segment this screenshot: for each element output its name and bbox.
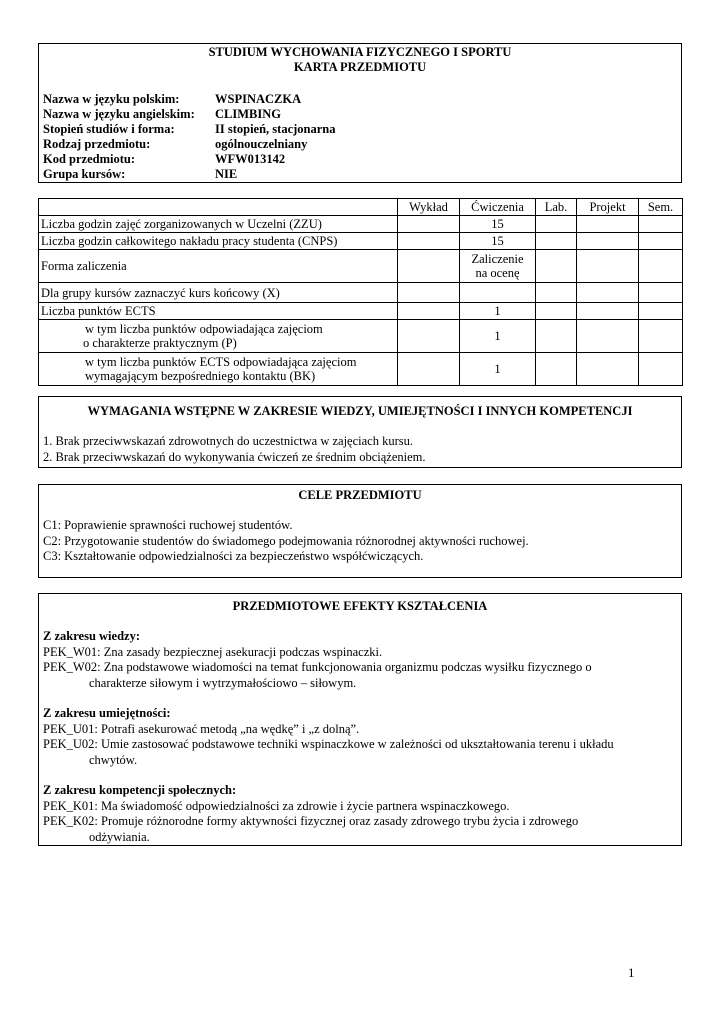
table-row [39, 233, 683, 250]
page-number: 1 [628, 965, 635, 980]
row-label: w tym liczba punktów ECTS odpowiadająca zajęciom wymagającym bezpośredniego kontaktu (BK) [39, 353, 398, 386]
col-header-sem: Sem. [639, 199, 683, 216]
field-label: Rodzaj przedmiotu: [43, 137, 151, 151]
list-item: C3: Kształtowanie odpowiedzialności za bezpieczeństwo współćwiczących. [43, 549, 424, 563]
cell-cwiczenia: 1 [460, 320, 536, 353]
subsection-heading: Z zakresu umiejętności: [43, 706, 171, 720]
goals-section [38, 484, 682, 578]
list-item: PEK_W02: Zna podstawowe wiadomości na temat funkcjonowania organizmu podczas wysiłku fizycznego o [43, 660, 592, 674]
list-item: PEK_U01: Potrafi asekurować metodą „na wędkę” i „z dolną”. [43, 721, 360, 736]
cell-cwiczenia: 15 [460, 233, 536, 250]
list-item: PEK_W01: Zna zasady bezpiecznej asekuracji podczas wspinaczki. [43, 644, 383, 659]
field-value: NIE [215, 167, 238, 181]
header-title-1: STUDIUM WYCHOWANIA FIZYCZNEGO I SPORTU [208, 45, 512, 59]
field-value: WFW013142 [215, 152, 286, 166]
table-row [39, 216, 683, 233]
row-label: Liczba punktów ECTS [39, 303, 398, 320]
table-header-cell [39, 199, 398, 216]
field-label: Stopień studiów i forma: [43, 122, 175, 136]
col-header-wyklad: Wykład [398, 199, 460, 216]
subsection-heading: Z zakresu wiedzy: [43, 629, 140, 643]
cell-cwiczenia: 15 [460, 216, 536, 233]
list-item-continuation: charakterze siłowym i wytrzymałościowo – siłowym. [89, 675, 357, 690]
row-label: Dla grupy kursów zaznaczyć kurs końcowy (X) [39, 283, 398, 303]
row-label: w tym liczba punktów odpowiadająca zajęciom o charakterze praktycznym (P) [39, 320, 398, 353]
table-row [39, 320, 683, 353]
field-value: WSPINACZKA [215, 92, 302, 106]
col-header-projekt: Projekt [577, 199, 639, 216]
table-row [39, 250, 683, 283]
field-row [43, 107, 677, 122]
field-row [43, 167, 677, 182]
col-header-cwiczenia: Ćwiczenia [460, 199, 536, 216]
cell-cwiczenia: Zaliczenie na ocenę [460, 250, 536, 283]
row-label: Forma zaliczenia [39, 250, 398, 283]
field-row [43, 92, 677, 107]
field-row [43, 137, 677, 152]
course-header [38, 43, 682, 183]
list-item: PEK_U02: Umie zastosować podstawowe techniki wspinaczkowe w zależności od ukształtowania terenu i układu [43, 737, 614, 751]
subsection-heading: Z zakresu kompetencji społecznych: [43, 783, 237, 797]
table-row [39, 283, 683, 303]
row-label: Liczba godzin całkowitego nakładu pracy studenta (CNPS) [39, 233, 398, 250]
header-title-2: KARTA PRZEDMIOTU [293, 60, 427, 74]
field-row [43, 152, 677, 167]
cell-cwiczenia: 1 [460, 353, 536, 386]
effects-section [38, 593, 682, 846]
table-header-row [39, 199, 683, 216]
field-label: Nazwa w języku polskim: [43, 92, 180, 106]
col-header-lab: Lab. [536, 199, 577, 216]
list-item: C1: Poprawienie sprawności ruchowej studentów. [43, 518, 293, 532]
field-value: ogólnouczelniany [215, 137, 308, 151]
list-item: PEK_K01: Ma świadomość odpowiedzialności za zdrowie i życie partnera wspinaczkowego. [43, 798, 510, 813]
list-item: 2. Brak przeciwwskazań do wykonywania ćwiczeń ze średnim obciążeniem. [43, 449, 426, 464]
table-row [39, 303, 683, 320]
field-label: Kod przedmiotu: [43, 152, 136, 166]
list-item: C2: Przygotowanie studentów do świadomego podejmowania różnorodnej aktywności ruchowej. [43, 533, 529, 548]
list-item-continuation: chwytów. [89, 752, 138, 767]
field-value: CLIMBING [215, 107, 281, 121]
list-item: PEK_K02: Promuje różnorodne formy aktywności fizycznej oraz zasady zdrowego trybu życia i zdrowego [43, 814, 579, 828]
section-title: PRZEDMIOTOWE EFEKTY KSZTAŁCENIA [232, 599, 488, 613]
row-label: Liczba godzin zajęć zorganizowanych w Uczelni (ZZU) [39, 216, 398, 233]
requirements-section [38, 396, 682, 468]
section-title: CELE PRZEDMIOTU [298, 488, 422, 502]
table-row [39, 353, 683, 386]
section-title: WYMAGANIA WSTĘPNE W ZAKRESIE WIEDZY, UMIEJĘTNOŚCI I INNYCH KOMPETENCJI [87, 404, 633, 418]
field-value: II stopień, stacjonarna [215, 122, 336, 136]
field-row [43, 122, 677, 137]
list-item-continuation: odżywiania. [89, 829, 150, 844]
list-item: 1. Brak przeciwwskazań zdrowotnych do uczestnictwa w zajęciach kursu. [43, 434, 413, 448]
hours-table [38, 198, 683, 386]
cell-cwiczenia: 1 [460, 303, 536, 320]
field-label: Grupa kursów: [43, 167, 126, 181]
field-label: Nazwa w języku angielskim: [43, 107, 195, 121]
cell-cwiczenia [460, 283, 536, 303]
